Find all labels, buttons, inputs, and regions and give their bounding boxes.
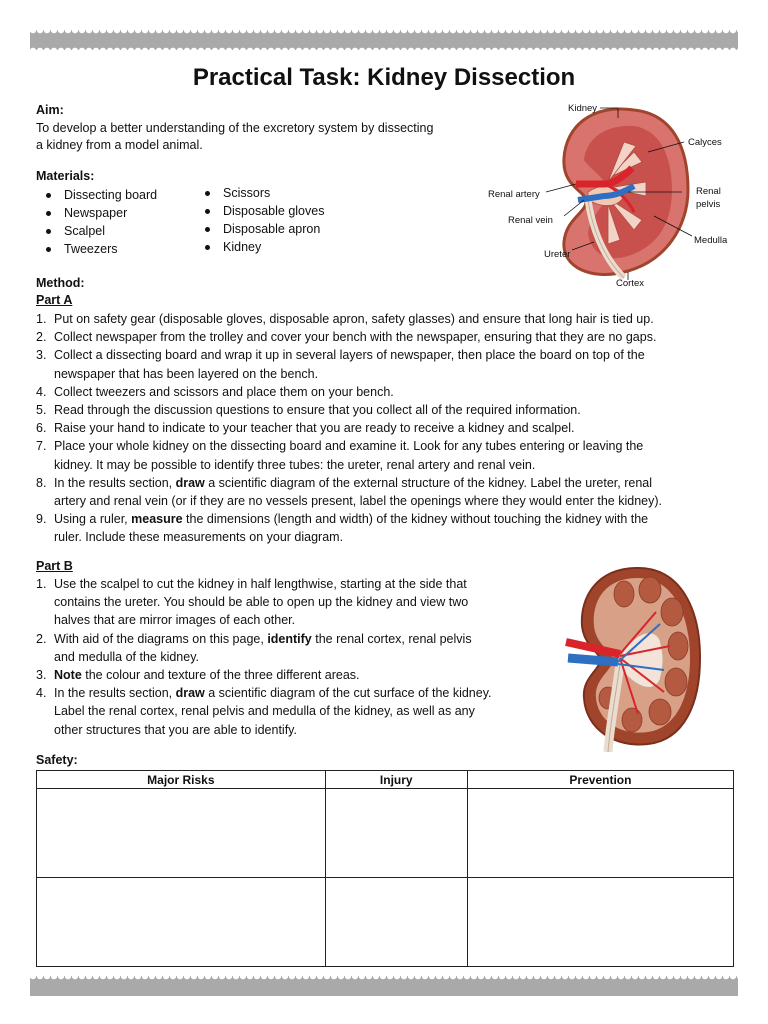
materials-heading: Materials:	[36, 169, 95, 183]
part-a-steps	[36, 310, 736, 547]
step-item: 4. Collect tweezers and scissors and place them on your bench.	[36, 384, 394, 399]
label-renal-pelvis-1: Renal	[696, 186, 721, 197]
materials-list-right	[195, 184, 324, 256]
step-item: 3. Note the colour and texture of the three different areas.	[36, 668, 360, 683]
part-a-heading: Part A	[36, 293, 73, 307]
aim-text-line1: To develop a better understanding of the excretory system by dissecting	[36, 121, 434, 135]
label-kidney: Kidney	[568, 103, 598, 114]
top-decorative-band	[30, 30, 738, 50]
part-b-heading: Part B	[36, 559, 73, 573]
step-item: 3. Collect a dissecting board and wrap it up in several layers of newspaper, then place the board on top of the newspaper that has been layered on the bench.	[36, 348, 645, 381]
material-item: Disposable gloves	[195, 202, 324, 220]
step-item: 1. Put on safety gear (disposable gloves, disposable apron, safety glasses) and ensure that long hair is tied up.	[36, 312, 654, 326]
material-item: Dissecting board	[36, 186, 157, 204]
method-heading: Method:	[36, 276, 85, 290]
table-cell[interactable]	[467, 789, 733, 878]
label-medulla: Medulla	[694, 235, 728, 246]
material-item: Disposable apron	[195, 220, 324, 238]
label-calyces: Calyces	[688, 137, 722, 148]
table-cell[interactable]	[325, 878, 467, 967]
step-item: 1. Use the scalpel to cut the kidney in half lengthwise, starting at the side that contains the ureter. You should be able to open up the kidney and view two halves that are mirror images of each other.	[36, 577, 469, 628]
step-item: 9. Using a ruler, measure the dimensions (length and width) of the kidney without touching the kidney with the ruler. Include these measurements on your diagram.	[36, 512, 649, 545]
kidney-cross-section-image	[560, 564, 710, 752]
material-item: Newspaper	[36, 204, 157, 222]
safety-table	[36, 770, 734, 967]
column-header-major-risks: Major Risks	[37, 771, 326, 789]
material-item: Scissors	[195, 184, 324, 202]
step-item: 2. Collect newspaper from the trolley and cover your bench with the newspaper, ensuring that they are no gaps.	[36, 330, 657, 345]
aim-heading: Aim:	[36, 103, 64, 117]
table-row	[37, 789, 734, 878]
page-title: Practical Task: Kidney Dissection	[192, 64, 576, 91]
material-item: Scalpel	[36, 222, 157, 240]
column-header-prevention: Prevention	[467, 771, 733, 789]
label-ureter: Ureter	[544, 249, 571, 260]
label-renal-vein: Renal vein	[508, 215, 553, 226]
column-header-injury: Injury	[325, 771, 467, 789]
label-renal-artery: Renal artery	[488, 189, 540, 200]
step-item: 7. Place your whole kidney on the dissecting board and examine it. Look for any tubes entering or leaving the kidney. It may be possible to identify three tubes: the ureter, renal artery and renal vein.	[36, 439, 644, 472]
materials-list-left	[36, 186, 157, 258]
material-item: Tweezers	[36, 240, 157, 258]
part-b-steps	[36, 575, 546, 739]
material-item: Kidney	[195, 238, 324, 256]
table-cell[interactable]	[325, 789, 467, 878]
label-cortex: Cortex	[616, 278, 644, 289]
step-item: 8. In the results section, draw a scientific diagram of the external structure of the kidney. Label the ureter, renal artery and renal vein (or if they are no vessels present, label the openings where they would enter the kidney).	[36, 475, 662, 509]
label-renal-pelvis-2: pelvis	[696, 199, 721, 210]
step-item: 4. In the results section, draw a scientific diagram of the cut surface of the kidney. Label the renal cortex, renal pelvis and medulla of the kidney, as well as any other structures that you are able to identify.	[36, 686, 492, 737]
bottom-decorative-band	[30, 976, 738, 996]
table-row	[37, 878, 734, 967]
step-item: 2. With aid of the diagrams on this page, identify the renal cortex, renal pelvis and medulla of the kidney.	[36, 631, 472, 664]
safety-heading: Safety:	[36, 753, 78, 767]
table-cell[interactable]	[37, 789, 326, 878]
step-item: 6. Raise your hand to indicate to your teacher that you are ready to receive a kidney and scalpel.	[36, 421, 575, 436]
table-cell[interactable]	[37, 878, 326, 967]
table-cell[interactable]	[467, 878, 733, 967]
kidney-labeled-diagram	[484, 96, 734, 292]
aim-text-line2: a kidney from a model animal.	[36, 138, 203, 152]
step-item: 5. Read through the discussion questions to ensure that you collect all of the required information.	[36, 403, 581, 418]
